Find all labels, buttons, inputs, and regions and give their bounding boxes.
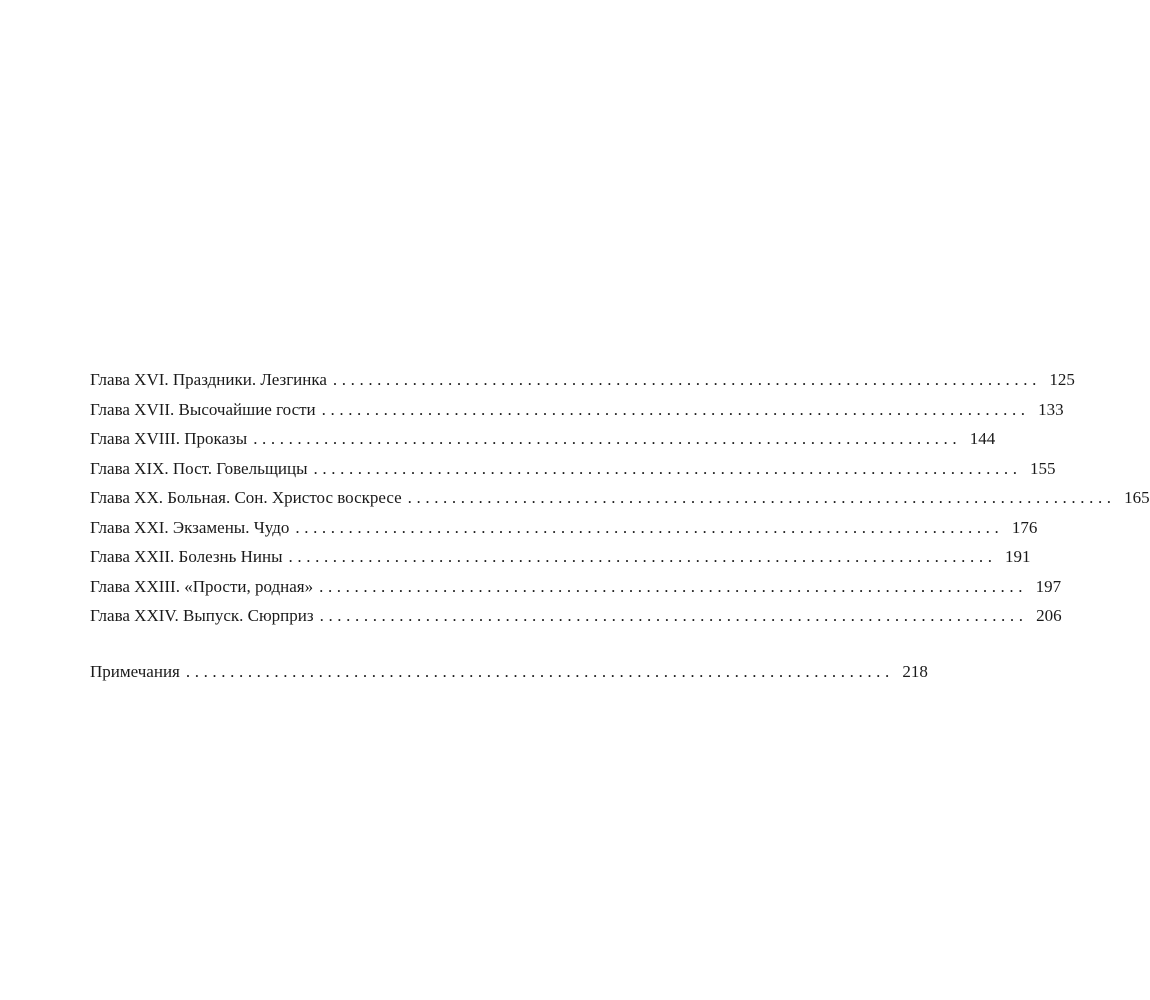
dot-leader: ................................................................................: [288, 547, 997, 566]
toc-entry-page: 133: [1038, 399, 1064, 419]
toc-entry: [90, 572, 1062, 602]
dot-leader: ................................................................................: [319, 576, 1028, 596]
toc-entry-page: 125: [1049, 370, 1075, 389]
toc-entry-title: Глава XXIV. Выпуск. Сюрприз: [90, 606, 314, 625]
toc-entry: [90, 365, 1075, 395]
dot-leader: ................................................................................: [407, 488, 1116, 507]
table-of-contents: [90, 365, 1150, 686]
toc-entry: [90, 395, 1064, 425]
toc-entry-notes: [90, 657, 928, 687]
dot-leader: ................................................................................: [253, 429, 962, 448]
toc-entry: [90, 424, 996, 454]
toc-entry-title: Глава XVII. Высочайшие гости: [90, 399, 316, 419]
dot-leader: ................................................................................: [332, 370, 1041, 389]
toc-entry-title: Глава XX. Больная. Сон. Христос воскресе: [90, 488, 402, 507]
dot-leader: ................................................................................: [319, 606, 1028, 625]
toc-entry-page: 155: [1030, 458, 1056, 478]
toc-entry-title: Глава XVI. Праздники. Лезгинка: [90, 370, 327, 389]
toc-entry-title: Глава XXIII. «Прости, родная»: [90, 576, 314, 596]
dot-leader: ................................................................................: [185, 661, 894, 681]
toc-entry-page: 218: [902, 661, 928, 681]
toc-entry-page: 144: [969, 429, 996, 448]
toc-entry-title: Глава XIX. Пост. Говельщицы: [90, 458, 308, 478]
toc-entry: [90, 454, 1056, 484]
toc-entry-page: 206: [1036, 606, 1062, 625]
toc-entry-page: 197: [1035, 576, 1062, 596]
toc-entry-title: Глава XVIII. Проказы: [90, 429, 248, 448]
toc-entry-title: Глава XXII. Болезнь Нины: [90, 547, 283, 566]
toc-entry-page: 165: [1124, 488, 1150, 507]
dot-leader: ................................................................................: [295, 517, 1004, 537]
dot-leader: ................................................................................: [313, 458, 1022, 478]
toc-entry-page: 176: [1011, 517, 1038, 537]
toc-entry: [90, 483, 1150, 513]
section-spacer: [90, 631, 540, 657]
toc-entry: [90, 513, 1038, 543]
toc-entry: [90, 542, 1031, 572]
toc-entry-title: Глава XXI. Экзамены. Чудо: [90, 517, 290, 537]
dot-leader: ................................................................................: [321, 399, 1030, 419]
toc-entry: [90, 601, 1062, 631]
toc-entry-page: 191: [1005, 547, 1031, 566]
toc-entry-title: Примечания: [90, 661, 180, 681]
